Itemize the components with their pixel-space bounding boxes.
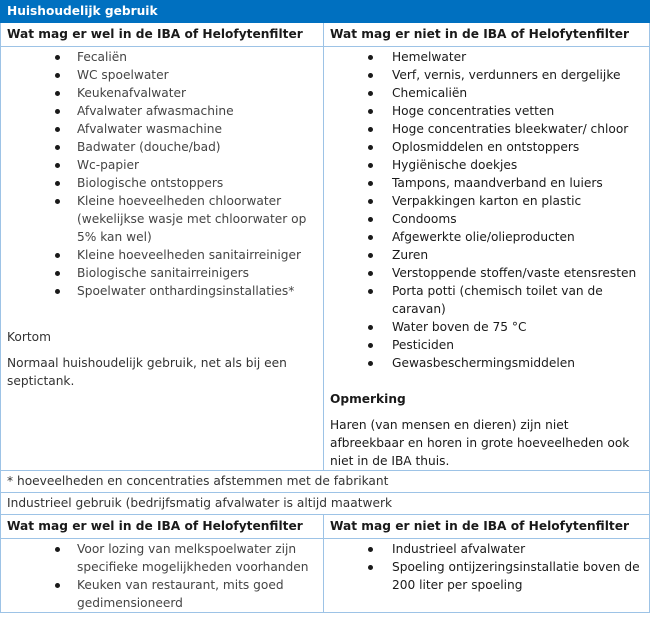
list-item: Water boven de 75 °C — [392, 318, 643, 336]
opmerking-text: Haren (van mensen en dieren) zijn niet afbreekbaar en horen in grote hoeveelheden ook niet in de IBA thuis. — [330, 418, 630, 468]
allowed-heading: Wat mag er wel in de IBA of Helofytenfilter — [1, 23, 324, 47]
list-item: Verstoppende stoffen/vaste etensresten — [392, 264, 643, 282]
list-item: Spoelwater onthardingsinstallaties* — [77, 282, 317, 300]
opmerking-title: Opmerking — [330, 392, 406, 406]
list-item: Porta potti (chemisch toilet van de caravan) — [392, 282, 643, 318]
list-item: Afvalwater afwasmachine — [77, 102, 317, 120]
list-item: Tampons, maandverband en luiers — [392, 174, 643, 192]
list-item: Hemelwater — [392, 48, 643, 66]
allowed-list — [7, 48, 317, 300]
list-item: WC spoelwater — [77, 66, 317, 84]
footnote: * hoeveelheden en concentraties afstemmen met de fabrikant — [1, 471, 650, 493]
list-item: Fecaliën — [77, 48, 317, 66]
list-item: Voor lozing van melkspoelwater zijn specifieke mogelijkheden voorhanden — [77, 540, 317, 576]
industrial-allowed-cell — [1, 539, 324, 613]
list-item: Keuken van restaurant, mits goed gedimensioneerd — [77, 576, 317, 612]
list-item: Biologische sanitairreinigers — [77, 264, 317, 282]
list-item: Wc-papier — [77, 156, 317, 174]
list-item: Kleine hoeveelheden chloorwater (wekelijkse wasje met chloorwater op 5% kan wel) — [77, 192, 317, 246]
list-item: Chemicaliën — [392, 84, 643, 102]
not-allowed-list — [330, 48, 643, 372]
list-item: Biologische ontstoppers — [77, 174, 317, 192]
industrial-allowed-heading: Wat mag er wel in de IBA of Helofytenfilter — [1, 515, 324, 539]
table-header-title: Huishoudelijk gebruik — [1, 1, 650, 23]
list-item: Gewasbeschermingsmiddelen — [392, 354, 643, 372]
list-item: Industrieel afvalwater — [392, 540, 643, 558]
industrial-allowed-list — [7, 540, 317, 612]
list-item: Spoeling ontijzeringsinstallatie boven de 200 liter per spoeling — [392, 558, 643, 594]
list-item: Hoge concentraties vetten — [392, 102, 643, 120]
list-item: Verpakkingen karton en plastic — [392, 192, 643, 210]
list-item: Afvalwater wasmachine — [77, 120, 317, 138]
list-item: Badwater (douche/bad) — [77, 138, 317, 156]
list-item: Oplosmiddelen en ontstoppers — [392, 138, 643, 156]
list-item: Condooms — [392, 210, 643, 228]
list-item: Afgewerkte olie/olieproducten — [392, 228, 643, 246]
not-allowed-heading: Wat mag er niet in de IBA of Helofytenfilter — [324, 23, 650, 47]
list-item: Kleine hoeveelheden sanitairreiniger — [77, 246, 317, 264]
industrial-not-allowed-list — [330, 540, 643, 594]
not-allowed-cell — [324, 47, 650, 471]
kortom-label: Kortom — [7, 330, 51, 344]
list-item: Zuren — [392, 246, 643, 264]
industrial-not-allowed-heading: Wat mag er niet in de IBA of Helofytenfilter — [324, 515, 650, 539]
kortom-text: Normaal huishoudelijk gebruik, net als bij een septictank. — [7, 356, 287, 388]
industrial-heading: Industrieel gebruik (bedrijfsmatig afvalwater is altijd maatwerk — [1, 493, 650, 515]
list-item: Verf, vernis, verdunners en dergelijke — [392, 66, 643, 84]
list-item: Pesticiden — [392, 336, 643, 354]
list-item: Hoge concentraties bleekwater/ chloor — [392, 120, 643, 138]
allowed-cell — [1, 47, 324, 471]
list-item: Keukenafvalwater — [77, 84, 317, 102]
list-item: Hygiënische doekjes — [392, 156, 643, 174]
industrial-not-allowed-cell — [324, 539, 650, 613]
